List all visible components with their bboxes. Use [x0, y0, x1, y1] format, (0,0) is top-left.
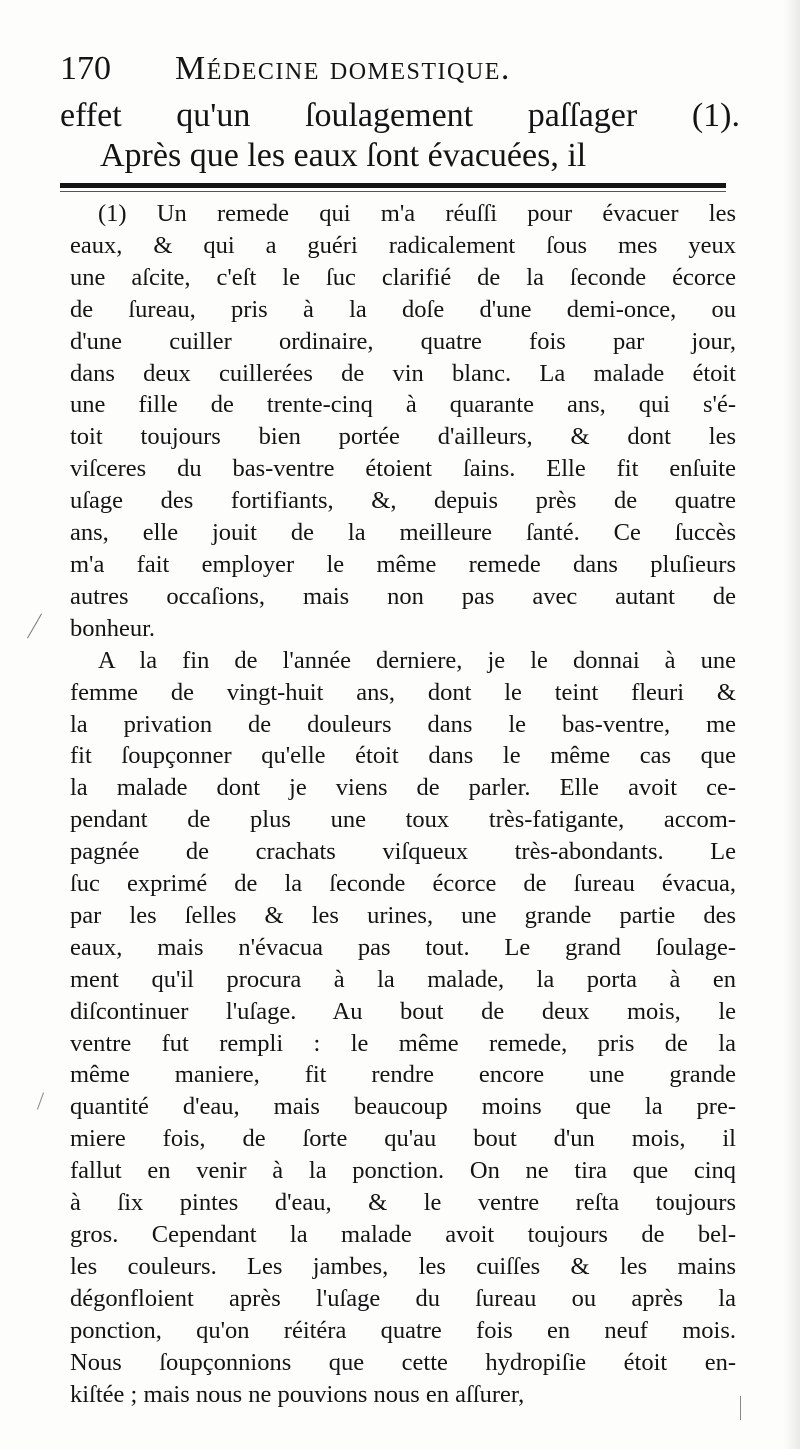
footnote-line: de ſureau, pris à la doſe d'une demi-once, ou: [70, 295, 736, 323]
page-edge-shadow: [784, 0, 800, 1449]
footnote-line: pagnée de crachats viſqueux très-abondants. Le: [70, 838, 736, 866]
footnote-line: viſceres du bas-ventre étoient ſains. Elle fit enſuite: [70, 455, 736, 483]
footnote-line: une fille de trente-cinq à quarante ans, qui s'é-: [70, 391, 736, 419]
footnote-line: même maniere, fit rendre encore une grande: [70, 1061, 736, 1089]
footnote-line: d'une cuiller ordinaire, quatre fois par jour,: [70, 327, 736, 355]
footnote-line: ventre fut rempli : le même remede, pris de la: [70, 1029, 736, 1057]
footnote-line: A la fin de l'année derniere, je le donnai à une: [98, 646, 736, 674]
footnote-line: la privation de douleurs dans le bas-ventre, me: [70, 710, 736, 738]
footnote-line: miere fois, de ſorte qu'au bout d'un mois, il: [70, 1125, 736, 1153]
footnote-line: eaux, mais n'évacua pas tout. Le grand ſoulage-: [70, 933, 736, 961]
main-text: [60, 96, 740, 176]
running-head: [60, 44, 740, 94]
footnote-rule-thin: [60, 191, 726, 192]
footnote-line: eaux, & qui a guéri radicalement ſous mes yeux: [70, 231, 736, 259]
footnote-line: la malade dont je viens de parler. Elle avoit ce-: [70, 774, 736, 802]
footnote-line: par les ſelles & les urines, une grande partie des: [70, 901, 736, 929]
footnote-line: uſage des fortifiants, &, depuis près de quatre: [70, 487, 736, 515]
footnote-line: dans deux cuillerées de vin blanc. La malade étoit: [70, 359, 736, 387]
margin-mark: [740, 1396, 741, 1420]
footnote-line: pendant de plus une toux très-fatigante, accom-: [70, 806, 736, 834]
footnote-line: ment qu'il procura à la malade, la porta à en: [70, 965, 736, 993]
footnote-line: les couleurs. Les jambes, les cuiſſes & les mains: [70, 1252, 736, 1280]
footnote: [70, 198, 736, 1410]
footnote-line: toit toujours bien portée d'ailleurs, & dont les: [70, 423, 736, 451]
footnote-line: diſcontinuer l'uſage. Au bout de deux mois, le: [70, 997, 736, 1025]
footnote-line: ſuc exprimé de la ſeconde écorce de ſureau évacua,: [70, 870, 736, 898]
footnote-line: ponction, qu'on réitéra quatre fois en neuf mois.: [70, 1316, 736, 1344]
footnote-line: fallut en venir à la ponction. On ne tira que cinq: [70, 1157, 736, 1185]
footnote-line: (1) Un remede qui m'a réuſſi pour évacuer les: [98, 200, 736, 227]
main-text-line: effet qu'un ſoulagement paſſager (1).: [60, 97, 740, 134]
footnote-line: fit ſoupçonner qu'elle étoit dans le même cas que: [70, 742, 736, 770]
margin-mark: [27, 614, 42, 639]
footnote-line: Nous ſoupçonnions que cette hydropiſie étoit en-: [70, 1348, 736, 1376]
footnote-line: bonheur.: [70, 614, 156, 642]
margin-mark: [37, 1092, 44, 1109]
main-text-line: Après que les eaux ſont évacuées, il: [100, 137, 587, 174]
page-number: 170: [60, 50, 111, 87]
footnote-line: une aſcite, c'eſt le ſuc clarifié de la ſeconde écorce: [70, 263, 736, 291]
footnote-line: ans, elle jouit de la meilleure ſanté. Ce ſuccès: [70, 519, 736, 547]
footnote-line: kiſtée ; mais nous ne pouvions nous en aſſurer,: [70, 1380, 525, 1408]
footnote-line: gros. Cependant la malade avoit toujours de bel-: [70, 1221, 736, 1248]
footnote-line: femme de vingt-huit ans, dont le teint fleuri &: [70, 678, 736, 706]
footnote-line: à ſix pintes d'eau, & le ventre reſta toujours: [70, 1189, 736, 1217]
running-title: Médecine domestique.: [175, 50, 511, 87]
footnote-line: quantité d'eau, mais beaucoup moins que la pre-: [70, 1093, 736, 1121]
footnote-line: m'a fait employer le même remede dans pluſieurs: [70, 550, 736, 578]
footnote-rule: [60, 183, 726, 188]
footnote-line: autres occaſions, mais non pas avec autant de: [70, 582, 736, 610]
footnote-line: dégonfloient après l'uſage du ſureau ou après la: [70, 1284, 736, 1312]
